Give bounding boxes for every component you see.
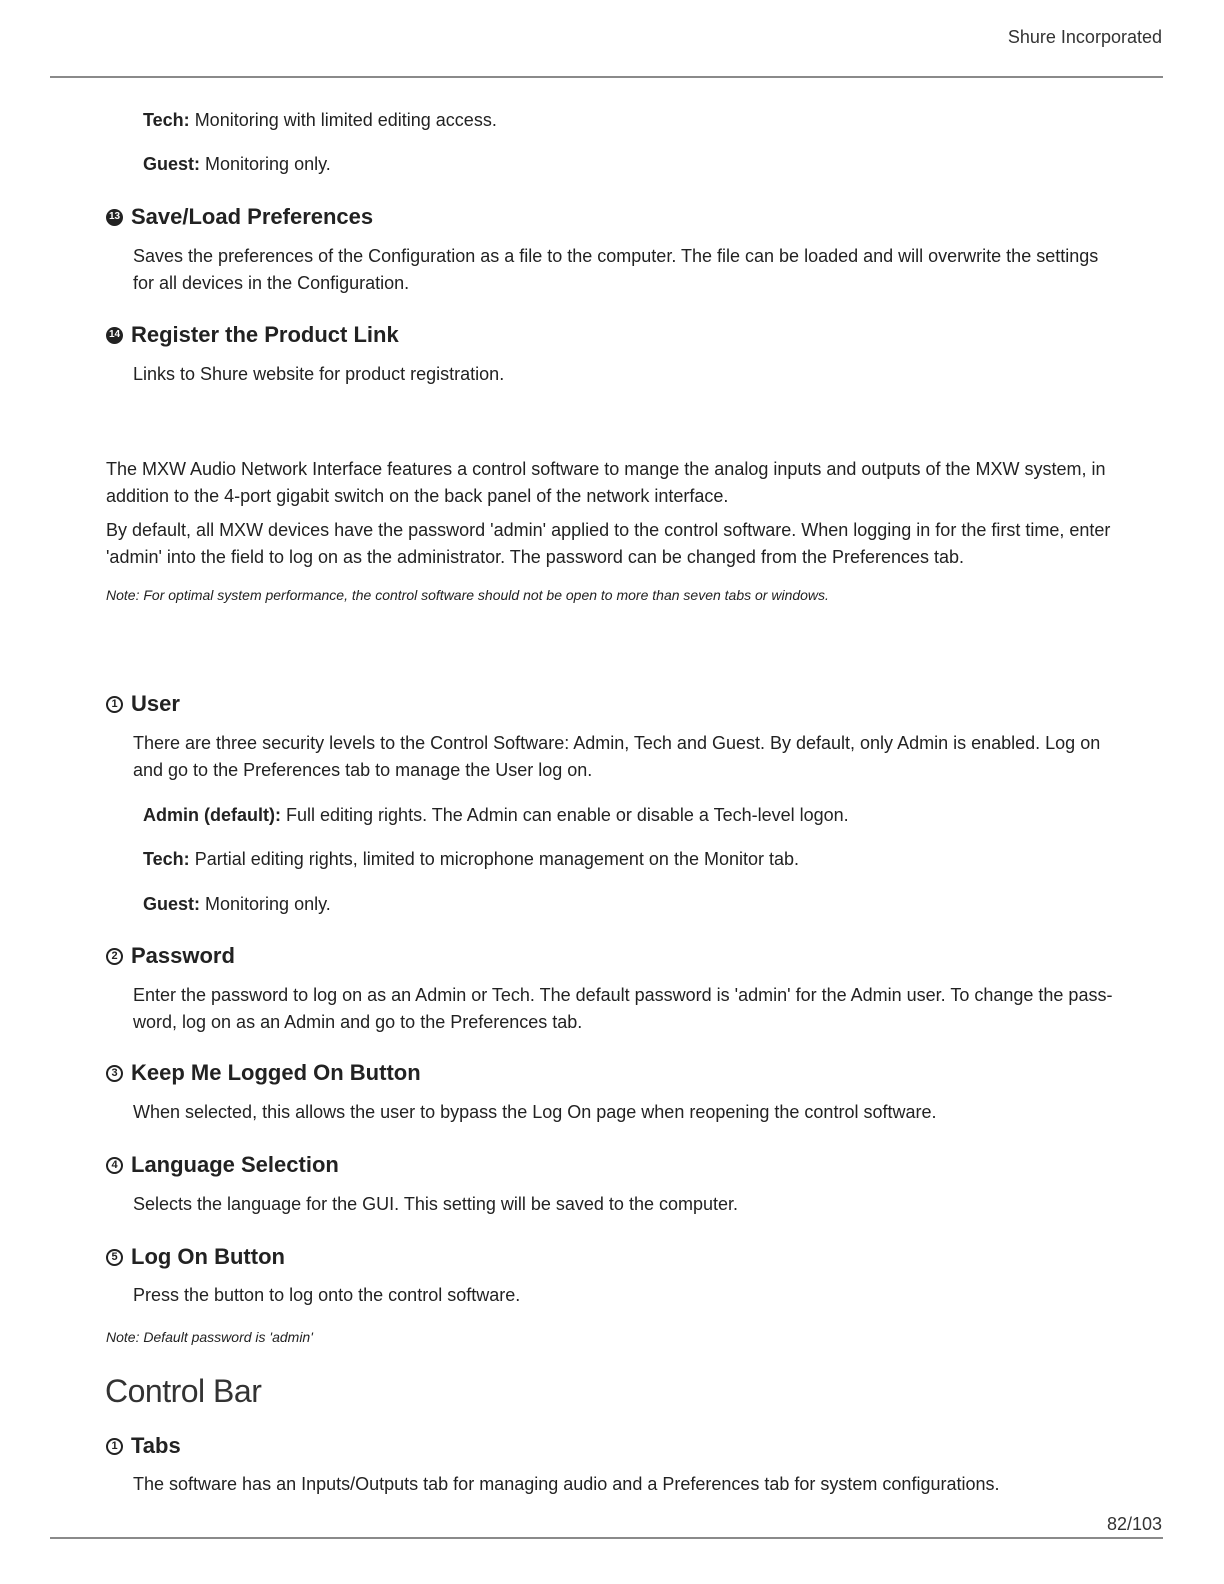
section-title-control-bar: Control Bar [105, 1373, 262, 1409]
header-divider [50, 76, 1163, 78]
definition-text: Monitoring only. [205, 154, 331, 174]
definition-tech [143, 846, 799, 872]
callout-number: 14 [106, 327, 123, 344]
definition-guest [143, 151, 331, 177]
password-description-line-2: word, log on as an Admin and go to the Preferences tab. [133, 1012, 583, 1032]
heading-text: Tabs [131, 1433, 181, 1458]
definition-term: Tech: [143, 849, 190, 869]
definition-term: Tech: [143, 110, 190, 130]
intro-paragraph-1: The MXW Audio Network Interface features a control software to mange the analog inputs and outputs of the MXW system, in addition to the 4-port gigabit switch on the back panel of the network interface. [106, 459, 1106, 506]
heading-text: Language Selection [131, 1152, 339, 1177]
definition-tech [143, 107, 497, 133]
heading-register-product-link [106, 321, 399, 349]
heading-keep-logged-on [106, 1059, 421, 1087]
definition-admin [143, 802, 849, 828]
user-description: There are three security levels to the Control Software: Admin, Tech and Guest. By default, only Admin is enabled. Log on and go to the Preferences tab to manage the User log on. [133, 733, 1101, 780]
heading-text: User [131, 691, 180, 716]
log-on-button-description: Press the button to log onto the control software. [133, 1285, 521, 1305]
callout-number: 1 [106, 1438, 123, 1455]
definition-text: Full editing rights. The Admin can enable or disable a Tech-level logon. [286, 805, 849, 825]
heading-text: Log On Button [131, 1244, 285, 1269]
heading-user [106, 690, 180, 718]
performance-note: Note: For optimal system performance, the control software should not be open to more than seven tabs or windows. [106, 587, 829, 603]
definition-text: Partial editing rights, limited to microphone management on the Monitor tab. [194, 849, 800, 869]
heading-text: Register the Product Link [131, 322, 399, 347]
default-password-note: Note: Default password is 'admin' [106, 1329, 313, 1345]
heading-save-load-preferences [106, 203, 373, 231]
definition-term: Admin (default): [143, 805, 281, 825]
heading-log-on-button [106, 1243, 285, 1271]
definition-term: Guest: [143, 154, 201, 174]
heading-text: Save/Load Preferences [131, 204, 374, 229]
header-company: Shure Incorporated [1007, 27, 1162, 47]
definition-guest [143, 891, 331, 917]
heading-tabs [106, 1432, 181, 1460]
callout-number: 3 [106, 1065, 123, 1082]
language-description: Selects the language for the GUI. This setting will be saved to the computer. [133, 1194, 739, 1214]
callout-number: 13 [106, 209, 123, 226]
heading-text: Password [131, 943, 235, 968]
callout-number: 4 [106, 1157, 123, 1174]
keep-logged-on-description: When selected, this allows the user to bypass the Log On page when reopening the control software. [133, 1102, 937, 1122]
footer-divider [50, 1537, 1163, 1539]
save-load-description: Saves the preferences of the Configuration as a file to the computer. The file can be loaded and will overwrite the settings for all devices in the Configuration. [133, 246, 1099, 293]
heading-language-selection [106, 1151, 339, 1179]
callout-number: 1 [106, 696, 123, 713]
password-description-line-1: Enter the password to log on as an Admin or Tech. The default password is 'admin' for the Admin user. To change the pass- [133, 985, 1113, 1005]
definition-text: Monitoring only. [205, 894, 331, 914]
tabs-description: The software has an Inputs/Outputs tab for managing audio and a Preferences tab for system configurations. [133, 1474, 1000, 1494]
heading-text: Keep Me Logged On Button [131, 1060, 421, 1085]
callout-number: 2 [106, 948, 123, 965]
definition-text: Monitoring with limited editing access. [194, 110, 497, 130]
page-number: 82/103 [1106, 1514, 1162, 1534]
callout-number: 5 [106, 1249, 123, 1266]
intro-paragraph-2: By default, all MXW devices have the password 'admin' applied to the control software. When logging in for the first time, enter 'admin' into the field to log on as the administrator. The password can be changed from the Preferences tab. [106, 520, 1111, 567]
register-description: Links to Shure website for product registration. [133, 364, 505, 384]
heading-password [106, 942, 235, 970]
definition-term: Guest: [143, 894, 201, 914]
